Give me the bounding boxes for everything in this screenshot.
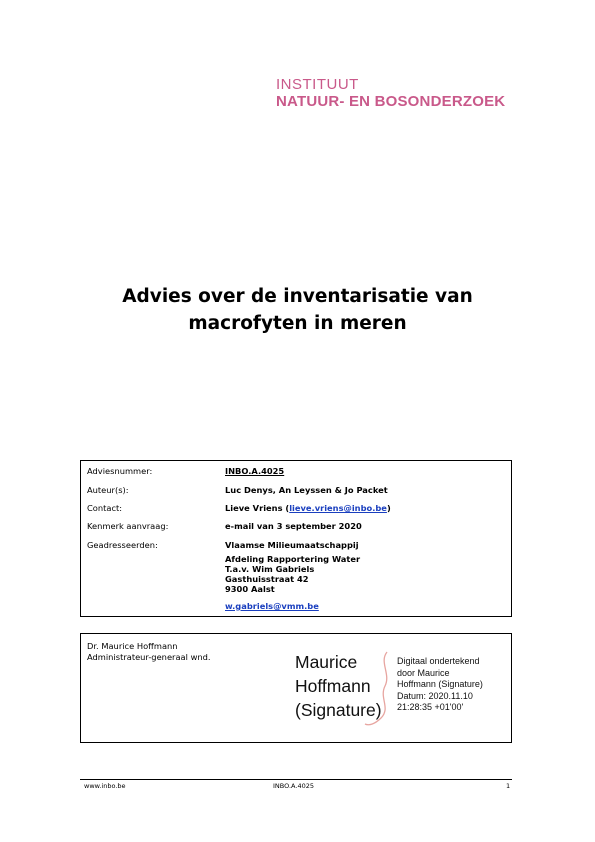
addressee-line: Vlaamse Milieumaatschappij bbox=[225, 540, 359, 550]
addressee-line: T.a.v. Wim Gabriels bbox=[225, 564, 315, 574]
request-value: e-mail van 3 september 2020 bbox=[225, 521, 362, 531]
sig-name-line: Maurice bbox=[295, 652, 358, 672]
footer-divider bbox=[80, 779, 512, 780]
sig-info-line: Hoffmann (Signature) bbox=[397, 679, 483, 689]
signer-block bbox=[87, 641, 211, 662]
contact-label: Contact: bbox=[87, 503, 123, 513]
footer-page-number: 1 bbox=[506, 782, 511, 790]
signer-name: Dr. Maurice Hoffmann bbox=[87, 641, 178, 651]
addressee-line: 9300 Aalst bbox=[225, 584, 275, 594]
sig-info-line: 21:28:35 +01'00' bbox=[397, 702, 464, 712]
logo-line-natuur-bos: NATUUR- EN BOSONDERZOEK bbox=[276, 93, 506, 110]
inbo-logo bbox=[276, 76, 505, 111]
title-line-2: macrofyten in meren bbox=[188, 313, 407, 334]
logo-line-instituut: INSTITUUT bbox=[276, 76, 359, 93]
title-line-1: Advies over de inventarisatie van bbox=[122, 286, 473, 307]
addressee-line: Gasthuisstraat 42 bbox=[225, 574, 309, 584]
sig-info-line: Digitaal ondertekend bbox=[397, 656, 480, 666]
sig-info-line: Datum: 2020.11.10 bbox=[397, 690, 473, 701]
advice-number-value: INBO.A.4025 bbox=[225, 466, 285, 476]
signature-details bbox=[397, 656, 483, 714]
footer-website[interactable]: www.inbo.be bbox=[84, 782, 126, 790]
footer-doc-id: INBO.A.4025 bbox=[273, 782, 314, 790]
authors-label: Auteur(s): bbox=[87, 485, 129, 495]
contact-name: Lieve Vriens ( bbox=[225, 503, 290, 513]
sig-name-line: (Signature) bbox=[295, 700, 382, 720]
advice-metadata-box bbox=[80, 460, 512, 617]
sig-name-line: Hoffmann bbox=[295, 676, 371, 696]
addressee-email-link[interactable]: w.gabriels@vmm.be bbox=[225, 601, 319, 611]
sig-info-line: door Maurice bbox=[397, 667, 450, 678]
contact-value bbox=[225, 503, 391, 513]
request-label: Kenmerk aanvraag: bbox=[87, 521, 169, 531]
signature-box bbox=[80, 633, 512, 743]
addressees-label: Geadresseerden: bbox=[87, 540, 158, 550]
contact-email-link[interactable]: lieve.vriens@inbo.be bbox=[289, 503, 387, 513]
authors-value: Luc Denys, An Leyssen & Jo Packet bbox=[225, 485, 388, 495]
document-title bbox=[60, 283, 535, 337]
advice-number-label: Adviesnummer: bbox=[87, 466, 153, 476]
signature-flourish-icon bbox=[339, 648, 399, 728]
addressees-value bbox=[225, 540, 360, 611]
signer-role: Administrateur-generaal wnd. bbox=[87, 651, 211, 662]
addressee-line: Afdeling Rapportering Water bbox=[225, 554, 361, 564]
contact-close-paren: ) bbox=[386, 503, 391, 513]
